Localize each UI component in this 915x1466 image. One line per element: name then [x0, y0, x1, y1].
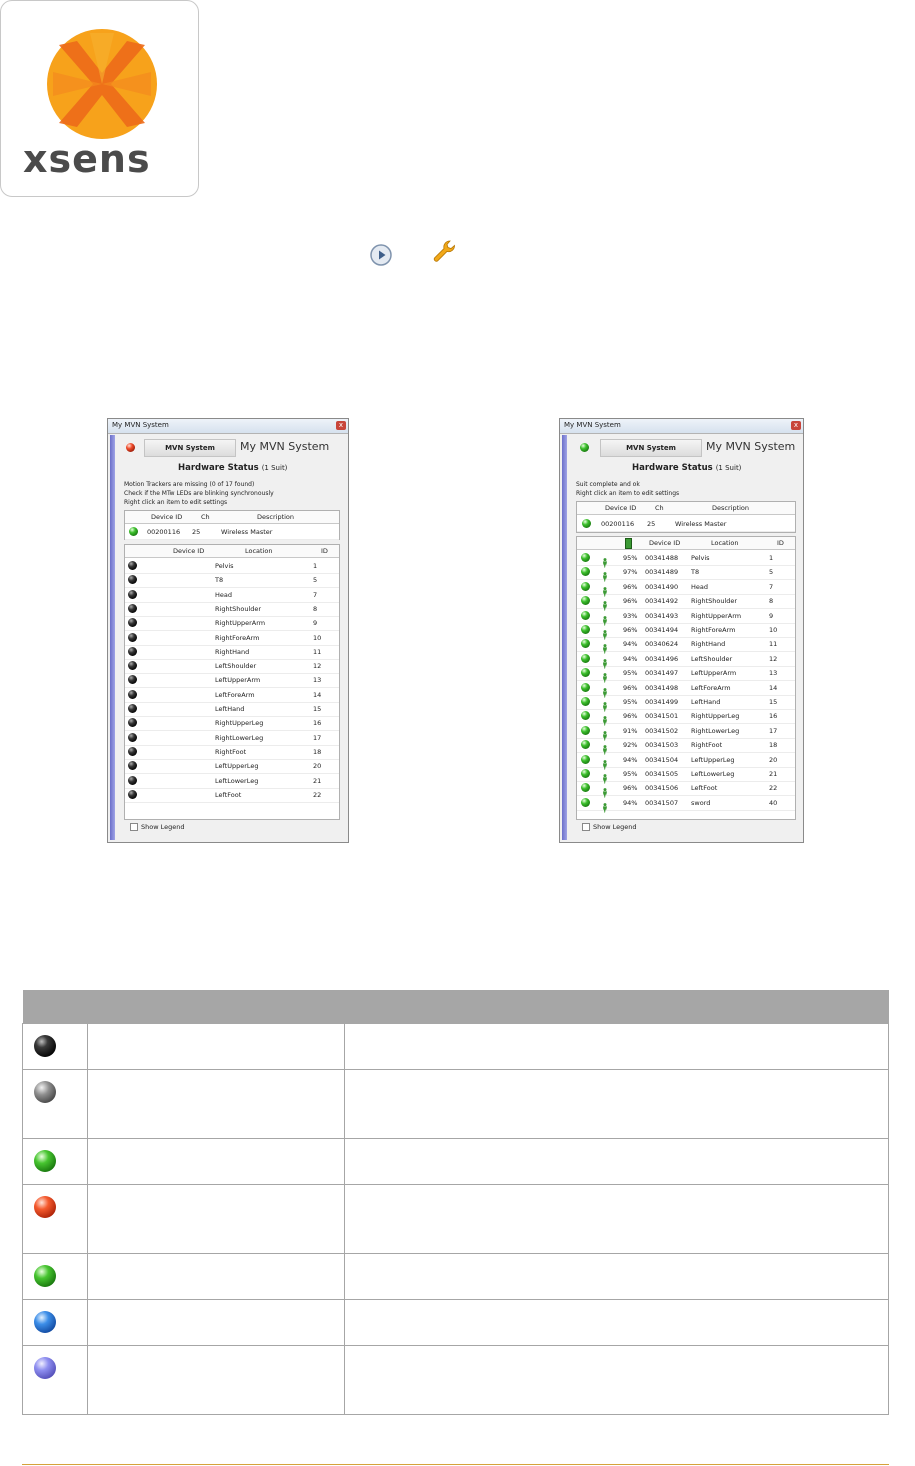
tracker-battery-pct: 95% — [623, 554, 638, 562]
tracker-status-led — [128, 575, 137, 584]
tracker-id: 15 — [313, 705, 322, 713]
col-description: Description — [257, 513, 295, 521]
tracker-location: RightForeArm — [215, 633, 260, 642]
hardware-status-title: Hardware Status — [178, 463, 259, 473]
tracker-location: LeftForeArm — [215, 690, 255, 699]
master-table — [124, 510, 340, 540]
tracker-id: 13 — [769, 669, 778, 678]
tracker-id: 9 — [313, 619, 318, 628]
system-name: My MVN System — [706, 440, 796, 453]
tracker-location: RightHand — [215, 647, 250, 656]
tracker-status-led — [581, 668, 590, 677]
tracker-device-id: 00341493 — [645, 611, 679, 620]
tracker-status-led — [581, 567, 590, 576]
tracker-id: 40 — [769, 798, 778, 807]
tracker-status-led — [581, 596, 590, 605]
mvn-system-tab[interactable]: MVN System — [600, 439, 702, 457]
col-device-id: Device ID — [649, 539, 681, 547]
tracker-id: 12 — [769, 654, 778, 663]
tracker-location: LeftFoot — [691, 784, 718, 793]
tracker-row[interactable] — [577, 681, 795, 696]
tracker-id: 7 — [769, 582, 774, 591]
tracker-location: RightHand — [691, 640, 726, 649]
tracker-device-id: 00341504 — [645, 755, 679, 764]
tracker-location: LeftLowerLeg — [691, 770, 735, 778]
person-icon — [601, 726, 609, 736]
tracker-row[interactable] — [125, 588, 339, 603]
window-title: My MVN System — [564, 421, 621, 429]
legend-status-cell — [88, 1070, 345, 1139]
person-icon — [601, 711, 609, 721]
person-icon — [601, 783, 609, 793]
tracker-battery-pct: 95% — [623, 698, 638, 706]
hardware-status-title: Hardware Status — [632, 463, 713, 473]
master-ch: 25 — [192, 528, 201, 536]
tracker-id: 20 — [313, 762, 322, 771]
tracker-location: Pelvis — [691, 554, 710, 562]
show-legend-checkbox[interactable] — [582, 823, 636, 831]
tracker-row[interactable] — [125, 716, 339, 731]
master-row[interactable] — [125, 525, 339, 540]
status-orb-green-icon — [34, 1265, 56, 1287]
tracker-status-led — [581, 654, 590, 663]
window-titlebar — [108, 419, 348, 434]
tracker-row[interactable] — [125, 573, 339, 588]
tracker-location: RightForeArm — [691, 626, 736, 634]
person-icon — [601, 755, 609, 765]
status-orb-violet-icon — [34, 1357, 56, 1379]
tracker-table — [124, 544, 340, 820]
tracker-row[interactable] — [125, 602, 339, 617]
system-name: My MVN System — [240, 440, 330, 453]
tracker-table — [576, 536, 796, 820]
tracker-battery-pct: 94% — [623, 640, 638, 649]
tracker-status-led — [128, 661, 137, 670]
tracker-location: LeftFoot — [215, 790, 242, 799]
tracker-battery-pct: 94% — [623, 798, 638, 807]
person-icon — [601, 769, 609, 779]
tracker-battery-pct: 95% — [623, 669, 638, 678]
tracker-id: 5 — [769, 568, 774, 577]
tracker-row[interactable] — [125, 659, 339, 674]
tracker-status-led — [581, 611, 590, 620]
tracker-device-id: 00341488 — [645, 554, 679, 562]
window-title: My MVN System — [112, 421, 169, 429]
tracker-id: 18 — [769, 741, 778, 750]
tracker-row[interactable] — [577, 551, 795, 566]
tracker-status-led — [581, 683, 590, 692]
tracker-location: sword — [691, 798, 711, 807]
tracker-id: 10 — [313, 633, 322, 642]
tracker-id: 11 — [769, 640, 778, 649]
legend-header-cell — [345, 990, 889, 1024]
tracker-row[interactable] — [125, 774, 339, 789]
tracker-location: RightUpperArm — [215, 619, 266, 628]
tracker-battery-pct: 96% — [623, 597, 638, 606]
legend-row — [23, 1254, 889, 1300]
tracker-device-id: 00341505 — [645, 770, 679, 778]
master-row[interactable] — [577, 517, 795, 532]
col-ch: Ch — [655, 504, 664, 512]
col-location: Location — [711, 539, 739, 547]
suit-count: (1 Suit) — [715, 464, 742, 472]
tracker-row[interactable] — [577, 609, 795, 624]
note-line: Check if the MTw LEDs are blinking synchronously — [124, 490, 274, 497]
tracker-status-led — [581, 639, 590, 648]
tracker-status-led — [581, 798, 590, 807]
tracker-status-led — [128, 704, 137, 713]
sidebar-strip — [110, 435, 115, 840]
tracker-status-led — [581, 582, 590, 591]
battery-icon — [625, 538, 632, 549]
show-legend-checkbox[interactable] — [130, 823, 184, 831]
tracker-device-id: 00341502 — [645, 726, 679, 735]
note-line: Right click an item to edit settings — [124, 499, 228, 506]
tracker-status-led — [128, 633, 137, 642]
tracker-location: RightLowerLeg — [215, 733, 264, 742]
tracker-row[interactable] — [577, 796, 795, 811]
tracker-id: 22 — [313, 790, 322, 799]
tracker-row[interactable] — [577, 652, 795, 667]
tracker-location: RightLowerLeg — [691, 726, 740, 735]
legend-status-cell — [88, 1254, 345, 1300]
legend-header-cell — [23, 990, 88, 1024]
tracker-id: 15 — [769, 698, 778, 706]
tracker-device-id: 00341503 — [645, 741, 679, 750]
tracker-row[interactable] — [125, 788, 339, 803]
legend-row — [23, 1300, 889, 1346]
tracker-row[interactable] — [125, 616, 339, 631]
legend-status-cell — [88, 1139, 345, 1185]
tracker-device-id: 00341489 — [645, 568, 679, 577]
legend-row — [23, 1185, 889, 1254]
tracker-id: 8 — [769, 597, 774, 606]
close-button[interactable]: x — [791, 421, 801, 430]
tracker-id: 7 — [313, 590, 318, 599]
tracker-battery-pct: 91% — [623, 726, 638, 735]
col-id: ID — [321, 547, 328, 555]
legend-row — [23, 1024, 889, 1070]
tracker-row[interactable] — [577, 623, 795, 638]
person-icon — [601, 740, 609, 750]
tracker-location: RightUpperLeg — [691, 712, 740, 721]
xsens-logo-mark — [45, 27, 159, 141]
status-note — [576, 480, 679, 498]
tracker-status-led — [128, 718, 137, 727]
person-icon — [601, 625, 609, 635]
col-id: ID — [777, 539, 784, 547]
person-icon — [601, 553, 609, 563]
tracker-battery-pct: 94% — [623, 654, 638, 663]
tracker-row[interactable] — [577, 781, 795, 796]
tracker-battery-pct: 96% — [623, 626, 638, 634]
tracker-status-led — [128, 590, 137, 599]
tracker-battery-pct: 97% — [623, 568, 638, 577]
legend-description-cell — [345, 1024, 889, 1070]
tracker-battery-pct: 96% — [623, 784, 638, 793]
tracker-row[interactable] — [125, 702, 339, 717]
tracker-status-led — [581, 711, 590, 720]
tracker-location: LeftHand — [215, 705, 245, 713]
tracker-id: 13 — [313, 676, 322, 685]
legend-description-cell — [345, 1185, 889, 1254]
tracker-status-led — [128, 761, 137, 770]
tracker-id: 12 — [313, 662, 322, 671]
col-location: Location — [245, 547, 273, 555]
tracker-location: LeftUpperLeg — [691, 755, 735, 764]
tracker-location: T8 — [215, 576, 224, 585]
tracker-location: Head — [691, 582, 708, 591]
tracker-status-led — [128, 618, 137, 627]
legend-status-cell — [88, 1300, 345, 1346]
legend-row — [23, 1139, 889, 1185]
note-line: Motion Trackers are missing (0 of 17 found) — [124, 481, 255, 488]
tracker-row[interactable] — [577, 709, 795, 724]
master-device-id: 00200116 — [147, 528, 181, 536]
tracker-device-id: 00341507 — [645, 798, 679, 807]
master-device-id: 00200116 — [601, 520, 635, 528]
mvn-system-tab[interactable]: MVN System — [144, 439, 236, 457]
tracker-row[interactable] — [577, 695, 795, 710]
system-status-led — [126, 443, 135, 452]
hardware-status-heading — [178, 463, 287, 473]
tracker-status-led — [581, 726, 590, 735]
tracker-id: 17 — [313, 733, 322, 742]
tracker-location: LeftShoulder — [691, 654, 733, 663]
person-icon — [601, 654, 609, 664]
tracker-row[interactable] — [577, 666, 795, 681]
tracker-location: Head — [215, 590, 232, 599]
system-status-led — [580, 443, 589, 452]
col-description: Description — [712, 504, 750, 512]
tracker-row[interactable] — [577, 767, 795, 782]
tracker-device-id: 00341492 — [645, 597, 679, 606]
tracker-location: LeftShoulder — [215, 662, 257, 671]
legend-description-cell — [345, 1300, 889, 1346]
show-legend-label: Show Legend — [141, 823, 185, 831]
master-status-led — [582, 519, 591, 528]
tracker-id: 21 — [769, 770, 778, 778]
tracker-id: 16 — [313, 719, 322, 728]
tracker-location: RightFoot — [215, 747, 247, 756]
tracker-location: LeftUpperArm — [215, 676, 261, 685]
tracker-status-led — [128, 675, 137, 684]
tracker-location: RightShoulder — [691, 597, 738, 606]
tracker-battery-pct: 93% — [623, 611, 638, 620]
xsens-wordmark: xsens — [23, 137, 151, 181]
person-icon — [601, 798, 609, 808]
sidebar-strip — [562, 435, 567, 840]
tracker-row[interactable] — [125, 759, 339, 774]
tracker-battery-pct: 92% — [623, 741, 638, 750]
tracker-status-led — [581, 783, 590, 792]
person-icon — [601, 567, 609, 577]
legend-description-cell — [345, 1346, 889, 1415]
tracker-row[interactable] — [577, 565, 795, 580]
legend-row — [23, 1070, 889, 1139]
tracker-row[interactable] — [125, 631, 339, 646]
status-legend-table — [22, 990, 889, 1415]
tracker-location: RightFoot — [691, 741, 723, 750]
person-icon — [601, 611, 609, 621]
tracker-device-id: 00341497 — [645, 669, 679, 678]
tracker-location: LeftUpperArm — [691, 669, 737, 678]
tracker-location: LeftUpperLeg — [215, 762, 259, 771]
tracker-battery-pct: 95% — [623, 770, 638, 778]
tracker-status-led — [581, 755, 590, 764]
tracker-row[interactable] — [125, 645, 339, 660]
master-status-led — [129, 527, 138, 536]
tracker-row[interactable] — [125, 688, 339, 703]
person-icon — [601, 596, 609, 606]
window-titlebar — [560, 419, 803, 434]
tracker-status-led — [128, 604, 137, 613]
footer-rule — [22, 1464, 889, 1465]
tracker-battery-pct: 94% — [623, 755, 638, 764]
tracker-id: 21 — [313, 776, 322, 785]
legend-header-row — [23, 990, 889, 1024]
legend-description-cell — [345, 1254, 889, 1300]
tracker-id: 22 — [769, 784, 778, 793]
tracker-row[interactable] — [577, 738, 795, 753]
tracker-status-led — [581, 769, 590, 778]
tracker-status-led — [581, 625, 590, 634]
tracker-location: RightUpperArm — [691, 611, 742, 620]
note-line: Right click an item to edit settings — [576, 490, 680, 497]
tracker-device-id: 00341490 — [645, 582, 679, 591]
tracker-id: 14 — [769, 683, 778, 692]
tracker-device-id: 00341496 — [645, 654, 679, 663]
tracker-location: LeftHand — [691, 698, 721, 706]
tracker-id: 18 — [313, 747, 322, 756]
tracker-id: 1 — [313, 562, 318, 570]
legend-status-cell — [88, 1185, 345, 1254]
suit-count: (1 Suit) — [261, 464, 288, 472]
person-icon — [601, 668, 609, 678]
wrench-icon — [431, 238, 457, 264]
col-device-id: Device ID — [173, 547, 205, 555]
status-orb-red-icon — [34, 1196, 56, 1218]
master-description: Wireless Master — [221, 528, 273, 536]
person-icon — [601, 697, 609, 707]
tracker-status-led — [128, 733, 137, 742]
tracker-row[interactable] — [125, 559, 339, 574]
hardware-status-window-complete — [559, 418, 804, 843]
tracker-device-id: 00341494 — [645, 626, 679, 634]
tracker-row[interactable] — [577, 580, 795, 595]
tracker-location: RightShoulder — [215, 604, 262, 613]
hardware-status-heading — [632, 463, 741, 473]
col-device-id: Device ID — [151, 513, 183, 521]
person-icon — [601, 683, 609, 693]
status-orb-grey-icon — [34, 1081, 56, 1103]
legend-status-cell — [88, 1024, 345, 1070]
close-button[interactable]: x — [336, 421, 346, 430]
legend-row — [23, 1346, 889, 1415]
tracker-id: 5 — [313, 576, 318, 585]
status-orb-blue-icon — [34, 1311, 56, 1333]
tracker-device-id: 00340624 — [645, 640, 679, 649]
play-circle-icon — [369, 243, 393, 267]
master-ch: 25 — [647, 520, 656, 528]
tracker-location: RightUpperLeg — [215, 719, 264, 728]
status-note — [124, 480, 274, 507]
tracker-location: LeftForeArm — [691, 683, 731, 692]
tracker-row[interactable] — [577, 594, 795, 609]
tracker-status-led — [128, 561, 137, 570]
master-table — [576, 501, 796, 533]
tracker-id: 14 — [313, 690, 322, 699]
tracker-status-led — [128, 776, 137, 785]
tracker-location: Pelvis — [215, 562, 234, 570]
legend-status-cell — [88, 1346, 345, 1415]
tracker-status-led — [128, 747, 137, 756]
tracker-id: 8 — [313, 604, 318, 613]
tracker-battery-pct: 96% — [623, 712, 638, 721]
tracker-battery-pct: 96% — [623, 582, 638, 591]
tracker-status-led — [128, 790, 137, 799]
tracker-id: 10 — [769, 626, 778, 634]
status-orb-green-icon — [34, 1150, 56, 1172]
tracker-row[interactable] — [125, 731, 339, 746]
tracker-status-led — [581, 740, 590, 749]
tracker-id: 20 — [769, 755, 778, 764]
tracker-id: 16 — [769, 712, 778, 721]
tracker-id: 11 — [313, 647, 322, 656]
legend-description-cell — [345, 1139, 889, 1185]
tracker-status-led — [581, 553, 590, 562]
tracker-device-id: 00341498 — [645, 683, 679, 692]
tracker-row[interactable] — [125, 673, 339, 688]
tracker-row[interactable] — [577, 637, 795, 652]
tracker-row[interactable] — [577, 753, 795, 768]
show-legend-label: Show Legend — [593, 823, 637, 831]
tracker-location: T8 — [691, 568, 700, 577]
master-description: Wireless Master — [675, 520, 727, 528]
tracker-battery-pct: 96% — [623, 683, 638, 692]
legend-description-cell — [345, 1070, 889, 1139]
tracker-status-led — [581, 697, 590, 706]
tracker-row[interactable] — [577, 724, 795, 739]
hardware-status-window-missing — [107, 418, 349, 843]
tracker-row[interactable] — [125, 745, 339, 760]
note-line: Suit complete and ok — [576, 481, 640, 488]
tracker-status-led — [128, 647, 137, 656]
status-orb-black-icon — [34, 1035, 56, 1057]
person-icon — [601, 639, 609, 649]
col-ch: Ch — [201, 513, 210, 521]
tracker-device-id: 00341506 — [645, 784, 679, 793]
tracker-location: LeftLowerLeg — [215, 776, 259, 785]
tracker-id: 1 — [769, 554, 774, 562]
tracker-status-led — [128, 690, 137, 699]
tracker-id: 17 — [769, 726, 778, 735]
xsens-logo — [0, 0, 199, 197]
tracker-id: 9 — [769, 611, 774, 620]
tracker-device-id: 00341501 — [645, 712, 679, 721]
person-icon — [601, 582, 609, 592]
tracker-device-id: 00341499 — [645, 698, 679, 706]
legend-header-cell — [88, 990, 345, 1024]
col-device-id: Device ID — [605, 504, 637, 512]
